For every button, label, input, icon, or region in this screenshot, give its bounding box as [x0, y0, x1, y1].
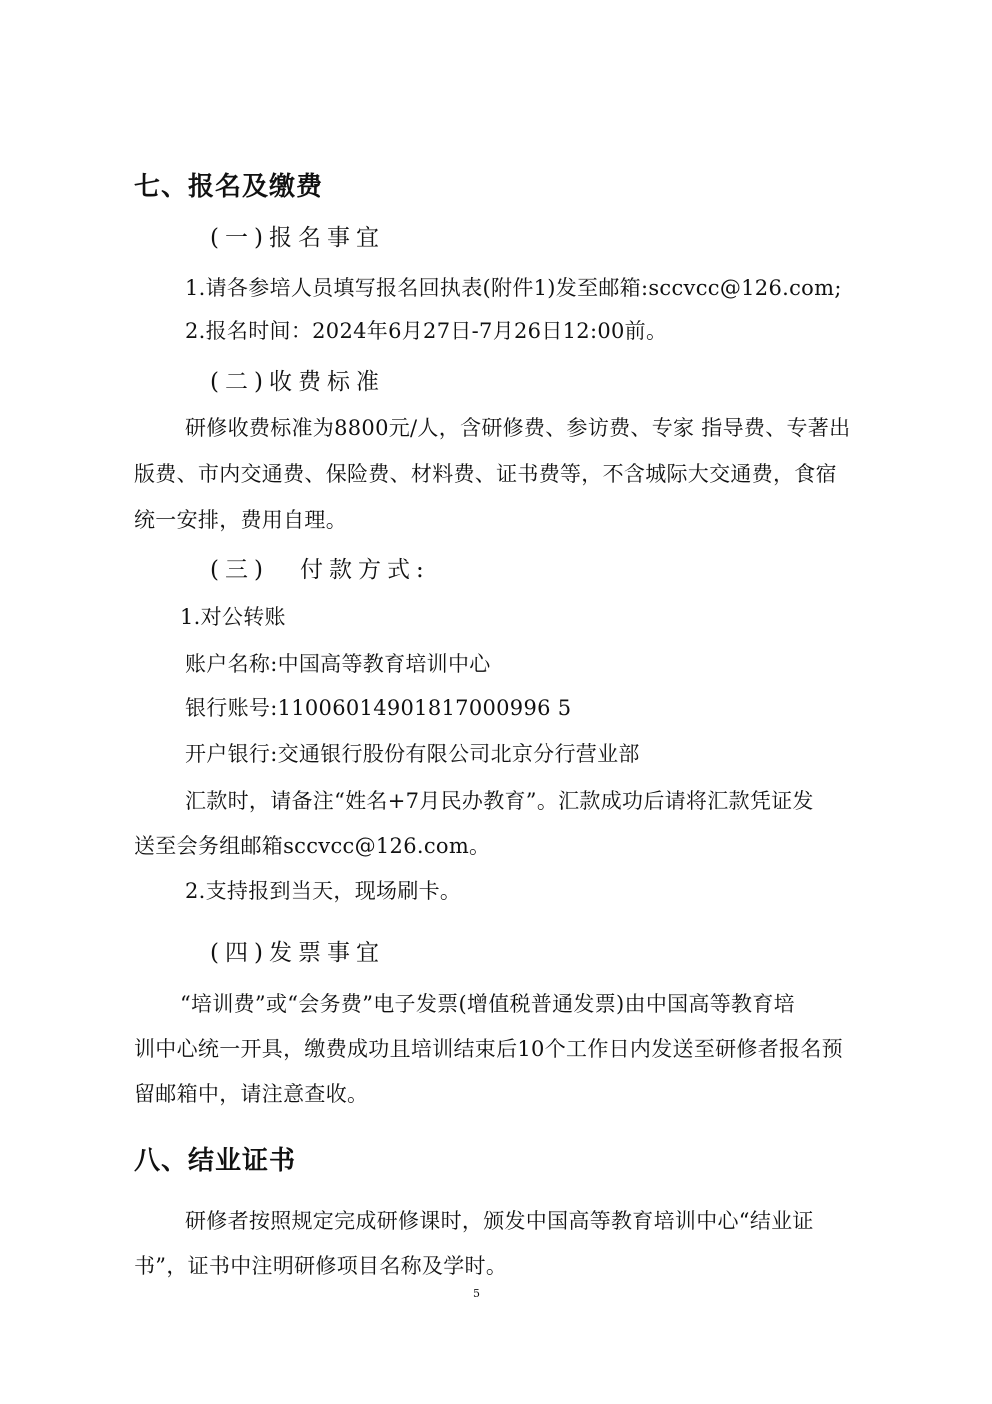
payment-item-2: 2.支持报到当天，现场刷卡。	[185, 879, 462, 903]
subsection-1-heading: (一)报名事宜	[210, 225, 385, 251]
subsection-4-heading: (四)发票事宜	[210, 940, 385, 966]
fee-paragraph-line-1: 研修收费标准为8800元/人，含研修费、参访费、专家 指导费、专著出	[185, 416, 851, 440]
invoice-paragraph-line-1: “培训费”或“会务费”电子发票(增值税普通发票)由中国高等教育培	[180, 992, 795, 1016]
fee-paragraph-line-2: 版费、市内交通费、保险费、材料费、证书费等，不含城际大交通费，食宿	[134, 462, 837, 486]
registration-line-1: 1.请各参培人员填写报名回执表(附件1)发至邮箱:sccvcc@126.com;	[185, 276, 842, 300]
certificate-paragraph-line-2: 书”，证书中注明研修项目名称及学时。	[134, 1254, 508, 1278]
page-number: 5	[473, 1287, 480, 1300]
subsection-3-heading-number: (三)	[210, 557, 269, 583]
subsection-2-heading: (二)收费标准	[210, 369, 385, 395]
payment-item-1: 1.对公转账	[180, 605, 286, 629]
registration-line-2: 2.报名时间：2024年6月27日-7月26日12:00前。	[185, 319, 668, 343]
section-8-title: 八、结业证书	[134, 1146, 297, 1176]
certificate-paragraph-line-1: 研修者按照规定完成研修课时，颁发中国高等教育培训中心“结业证	[185, 1209, 814, 1233]
invoice-paragraph-line-3: 留邮箱中，请注意查收。	[134, 1082, 369, 1106]
subsection-3-heading-text: 付款方式:	[300, 557, 430, 583]
section-7-title: 七、报名及缴费	[134, 172, 324, 202]
account-name: 账户名称:中国高等教育培训中心	[185, 652, 491, 676]
invoice-paragraph-line-2: 训中心统一开具，缴费成功且培训结束后10个工作日内发送至研修者报名预	[134, 1037, 843, 1061]
remittance-note-line-2: 送至会务组邮箱sccvcc@126.com。	[134, 834, 491, 858]
remittance-note-line-1: 汇款时，请备注“姓名+7月民办教育”。汇款成功后请将汇款凭证发	[185, 789, 814, 813]
bank-name: 开户银行:交通银行股份有限公司北京分行营业部	[185, 742, 640, 766]
fee-paragraph-line-3: 统一安排，费用自理。	[134, 508, 347, 532]
account-number: 银行账号:11006014901817000996 5	[185, 696, 572, 720]
